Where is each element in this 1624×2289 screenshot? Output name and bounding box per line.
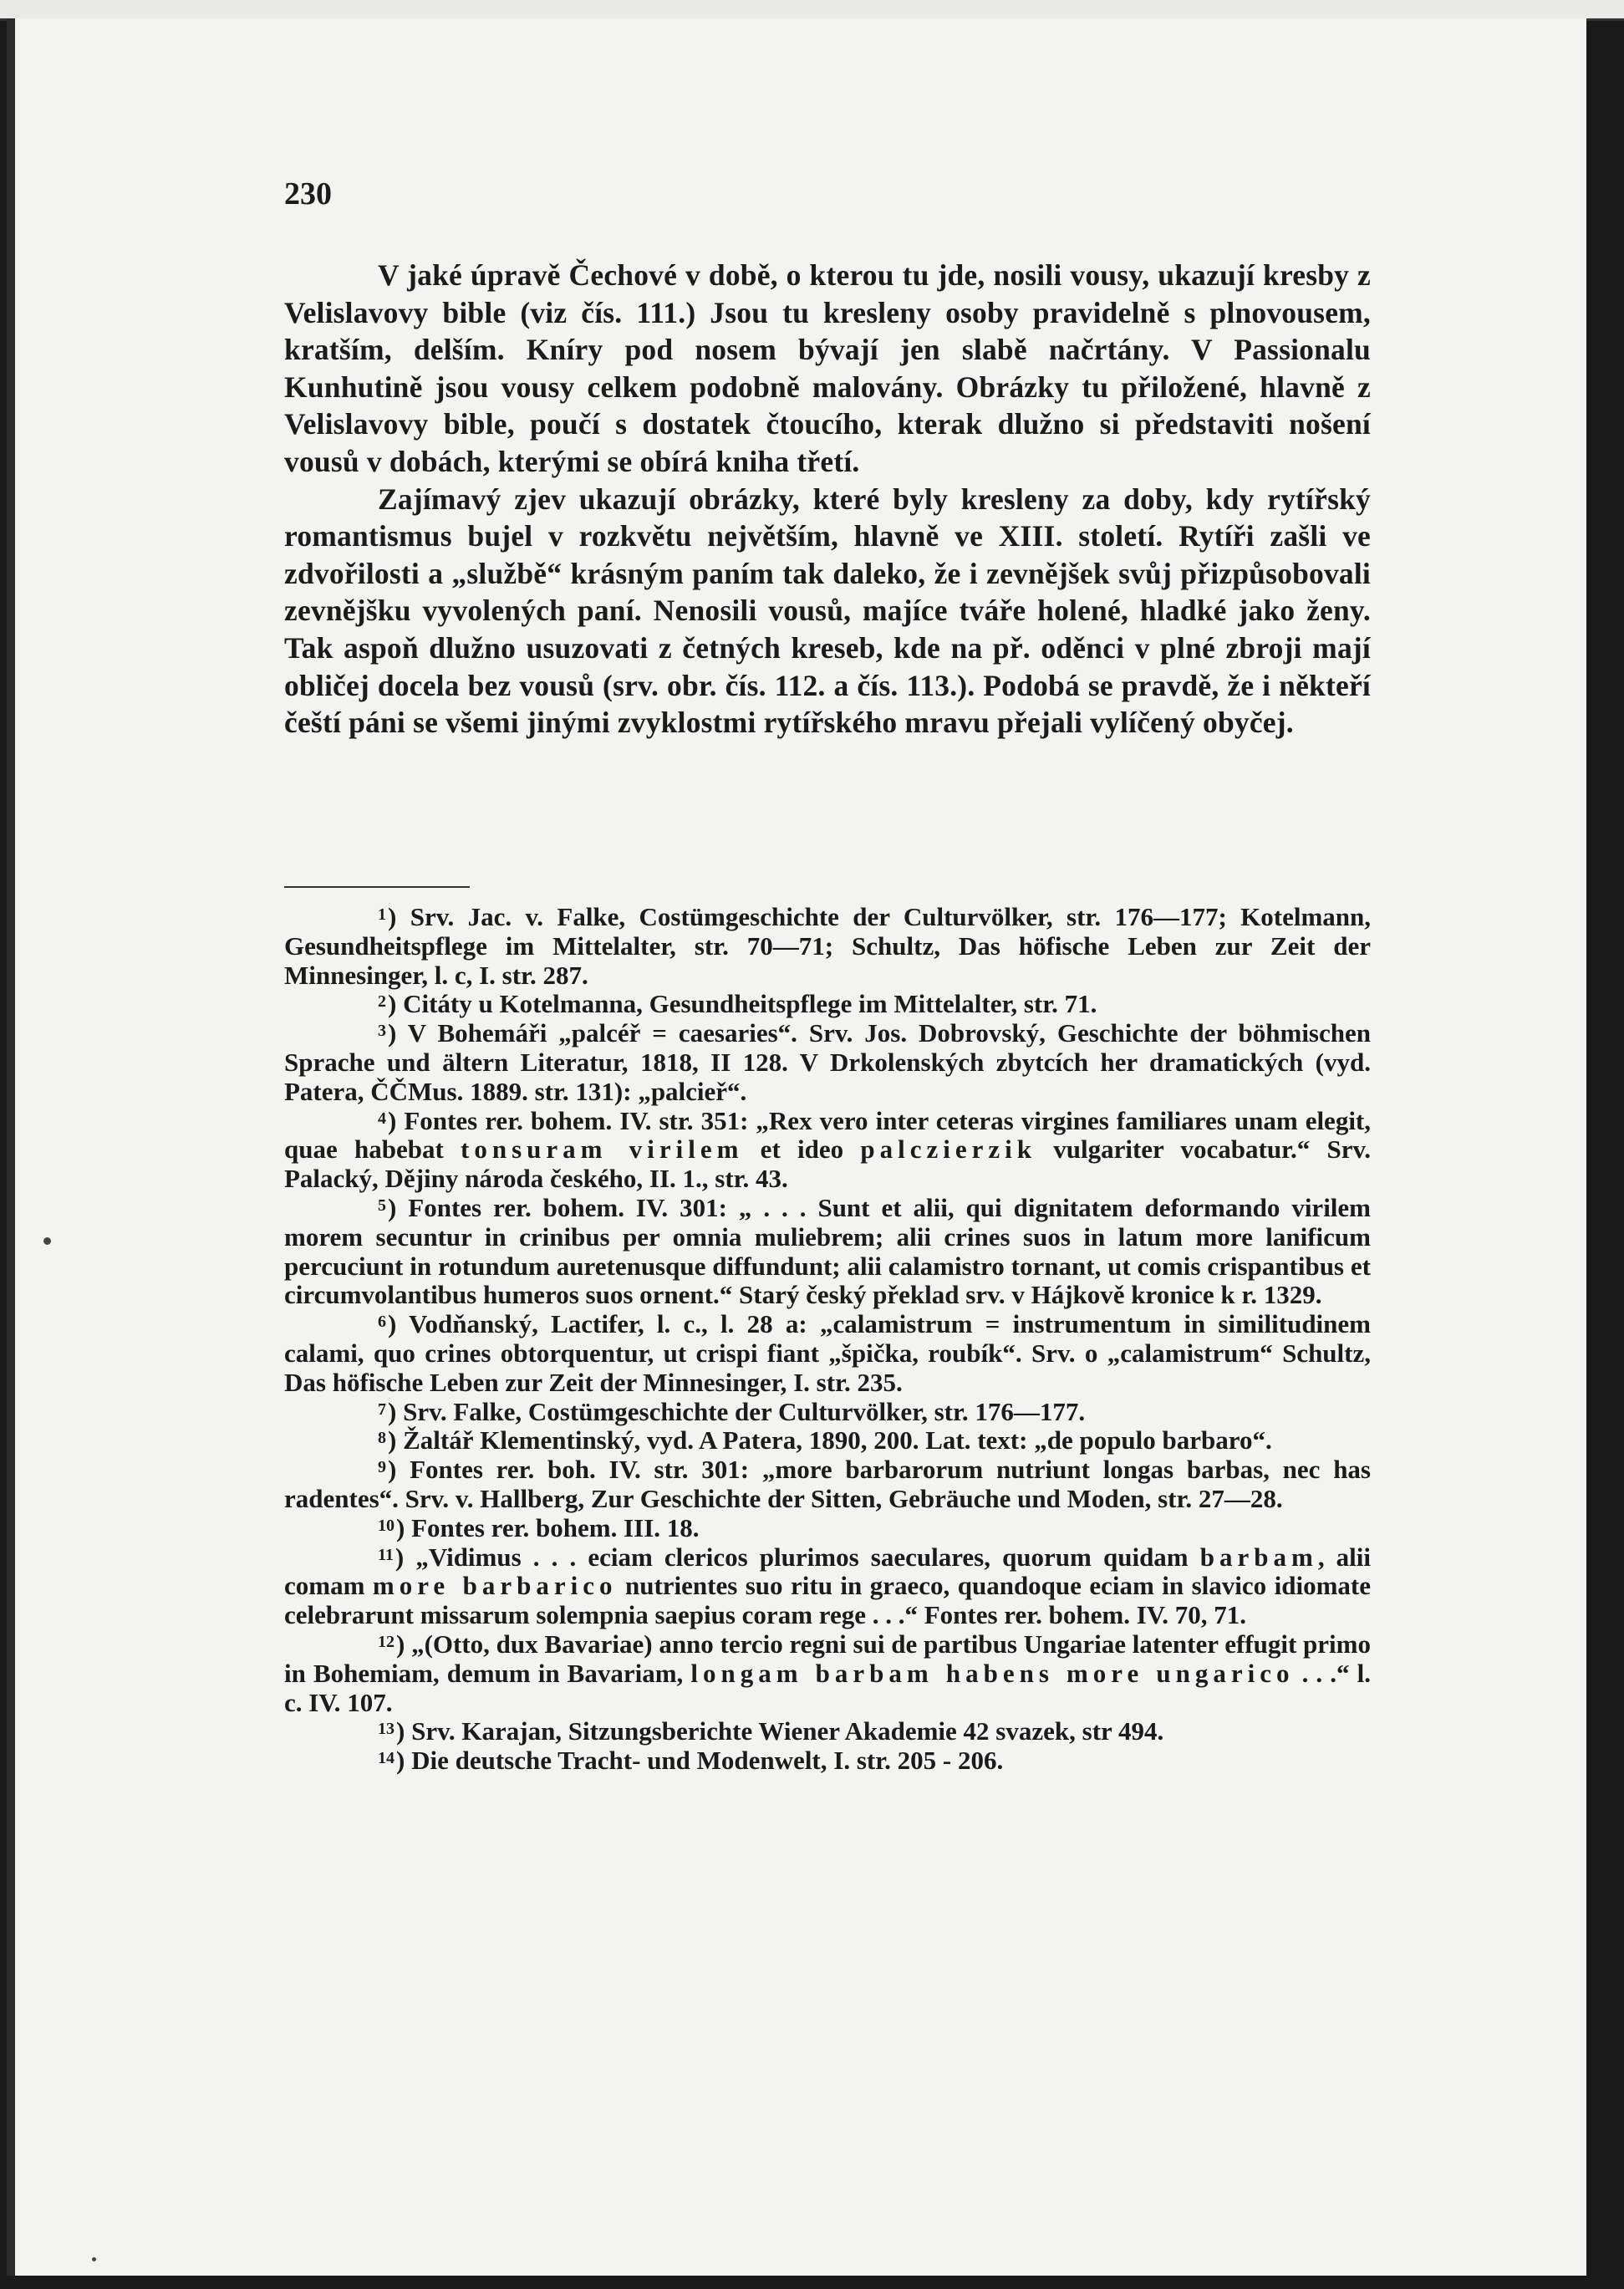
paragraph-1: V jaké úpravě Čechové v době, o kterou tu jde, nosili vousy, ukazují kresby z Velislavovy bible (viz čís. 111.) Jsou tu kresleny osoby pravidelně s plnovousem, kratším, delším. Kníry pod nosem bývají jen slabě načrtány. V Passionalu Kunhutině jsou vousy celkem podobně malovány. Obrázky tu přiložené, hlavně z Velislavovy bible, poučí s dostatek čtoucího, kterak dlužno si představiti nošení vousů v dobách, kterými se obírá kniha třetí.: [284, 258, 1371, 478]
margin-speck: [43, 1237, 51, 1245]
footnote-8: $^8$) Žaltář Klementinský, vyd. A Patera, 1890, 200. Lat. text: „de populo barbaro“.: [378, 1425, 1272, 1455]
footnote-4: $^4$) Fontes rer. bohem. IV. str. 351: „Rex vero inter ceteras virgines familiares unam elegit, quae habebat tonsuram virilem et ideo palczierzik vulgariter vocabatur.“ Srv. Palacký, Dějiny národa českého, II. 1., str. 43.: [284, 1105, 1372, 1194]
footnote-text: nutrientes suo ritu in graeco, quandoque eciam in slavico idiomate celebrarunt missarum solempnia saepius coram rege . . .“ Fontes rer. bohem. IV. 70, 71.: [284, 1571, 1372, 1630]
footnote-12: $^{12}$) „(Otto, dux Bavariae) anno tercio regni sui de partibus Ungariae latenter effugit primo in Bohemiam, demum in Bavariam, longam barbam habens more ungarico . . .“ l. c. IV. 107.: [284, 1629, 1371, 1717]
footnote-7: $^7$) Srv. Falke, Costümgeschichte der Culturvölker, str. 176—177.: [378, 1396, 1086, 1426]
footnote-1: $^1$) Srv. Jac. v. Falke, Costümgeschichte der Culturvölker, str. 176—177; Kotelmann, Gesundheitspflege im Mittelalter, str. 70—71; Schultz, Das höfische Leben zur Zeit der Minnesinger, l. c, I. str. 287.: [284, 902, 1372, 990]
footnote-text: et ideo: [743, 1134, 861, 1165]
footnote-separator: [284, 886, 470, 888]
margin-speck: [92, 2257, 96, 2261]
footnote-text: Žaltář Klementinský, vyd. A Patera, 1890, 200. Lat. text: „de populo barbaro“.: [403, 1425, 1272, 1455]
footnote-mark: 1: [378, 905, 386, 924]
footnote-9: $^9$) Fontes rer. boh. IV. str. 301: „more barbarorum nutriunt longas barbas, nec has radentes“. Srv. v. Hallberg, Zur Geschichte der Sitten, Gebräuche und Moden, str. 27—28.: [284, 1455, 1371, 1513]
footnote-3: $^3$) V Bohemáři „palcéř = caesaries“. Srv. Jos. Dobrovský, Geschichte der böhmischen Sprache und ältern Literatur, 1818, II 128. V Drkolenských zbytcích her dramatických (vyd. Patera, ČČMus. 1889. str. 131): „palcieř“.: [284, 1018, 1371, 1106]
footnote-text: , alii comam: [284, 1542, 1372, 1601]
page-number: 230: [284, 176, 332, 212]
footnote-text: Vodňanský, Lactifer, l. c., l. 28 a: „calamistrum = instrumentum in similitudinem calami, quo crines obtorquentur, ut crispi fiant „špička, roubík“. Srv. o „calamistrum“ Schultz, Das höfische Leben zur Zeit der Minnesinger, I. str. 235.: [284, 1309, 1371, 1397]
footnote-text: Citáty u Kotelmanna, Gesundheitspflege im Mittelalter, str. 71.: [403, 989, 1097, 1019]
footnote-10: $^{10}$) Fontes rer. bohem. III. 18.: [378, 1512, 700, 1542]
footnote-emphasis: barbam: [1199, 1542, 1318, 1572]
footnote-mark: 14: [378, 1749, 395, 1768]
footnote-text: Die deutsche Tracht- und Modenwelt, I. str. 205 - 206.: [411, 1746, 1004, 1776]
footnote-text: . . .“ l. c. IV. 107.: [284, 1658, 1371, 1717]
main-text: [284, 257, 1371, 742]
footnote-mark: 10: [378, 1516, 395, 1535]
footnote-emphasis: tonsuram virilem: [461, 1134, 744, 1165]
footnote-mark: 3: [378, 1022, 386, 1041]
footnote-mark: 12: [378, 1632, 395, 1651]
footnote-mark: 4: [378, 1109, 386, 1128]
footnote-13: $^{13}$) Srv. Karajan, Sitzungsberichte Wiener Akademie 42 svazek, str 494.: [378, 1716, 1164, 1746]
footnote-mark: 8: [378, 1429, 386, 1448]
footnote-mark: 6: [378, 1313, 386, 1332]
footnote-14: $^{14}$) Die deutsche Tracht- und Modenwelt, I. str. 205 - 206.: [378, 1746, 1004, 1776]
footnotes: [284, 903, 1371, 1776]
footnote-text: Srv. Karajan, Sitzungsberichte Wiener Akademie 42 svazek, str 494.: [411, 1716, 1164, 1746]
footnote-5: $^5$) Fontes rer. bohem. IV. 301: „ . . . Sunt et alii, qui dignitatem deformando virilem morem secuntur in crinibus per omnia muliebrem; alii crines suos in latum more lanificum percuciunt in rotundum auretenusque diffundunt; alii calamistro tornant, ut comis crispantibus et circumvolantibus humeros suos ornent.“ Starý český překlad srv. v Hájkově kronice k r. 1329.: [284, 1192, 1372, 1310]
footnote-text: Fontes rer. bohem. IV. 301: „ . . . Sunt et alii, qui dignitatem deformando virilem morem secuntur in crinibus per omnia muliebrem; alii crines suos in latum more lanificum percuciunt in rotundum auretenusque diffundunt; alii calamistro tornant, ut comis crispantibus et circumvolantibus humeros suos ornent.“ Starý český překlad srv. v Hájkově kronice k r. 1329.: [284, 1192, 1372, 1310]
footnote-emphasis: longam barbam habens more ungarico: [690, 1658, 1295, 1688]
paragraph-2: Zajímavý zjev ukazují obrázky, které byly kresleny za doby, kdy rytířský romantismus bujel v rozkvětu největším, hlavně ve XIII. století. Rytíři zašli ve zdvořilosti a „službě“ krásným paním tak daleko, že i zevnějšek svůj přizpůsobovali zevnějšku vyvolených paní. Nenosili vousů, majíce tváře holené, hladké jako ženy. Tak aspoň dlužno usuzovati z četných kreseb, kde na př. oděnci v plné zbroji mají obličej docela bez vousů (srv. obr. čís. 112. a čís. 113.). Podobá se pravdě, že i někteří čeští páni se všemi jinými zvyklostmi rytířského mravu přejali vylíčený obyčej.: [284, 482, 1371, 740]
footnote-emphasis: palczierzik: [860, 1134, 1036, 1165]
footnote-text: Srv. Falke, Costümgeschichte der Culturvölker, str. 176—177.: [403, 1396, 1086, 1426]
footnote-text: Fontes rer. bohem. IV. str. 351: „Rex vero inter ceteras virgines familiares unam elegit, quae habebat: [284, 1105, 1372, 1165]
footnote-text: Fontes rer. bohem. III. 18.: [411, 1512, 700, 1542]
footnote-mark: 11: [378, 1545, 394, 1564]
footnote-text: vulgariter vocabatur.“ Srv. Palacký, Dějiny národa českého, II. 1., str. 43.: [284, 1134, 1372, 1194]
footnote-mark: 5: [378, 1195, 386, 1215]
footnote-2: $^2$) Citáty u Kotelmanna, Gesundheitspflege im Mittelalter, str. 71.: [378, 989, 1097, 1019]
footnote-text: Srv. Jac. v. Falke, Costümgeschichte der Culturvölker, str. 176—177; Kotelmann, Gesundheitspflege im Mittelalter, str. 70—71; Schultz, Das höfische Leben zur Zeit der Minnesinger, l. c, I. str. 287.: [284, 902, 1372, 990]
footnote-text: V Bohemáři „palcéř = caesaries“. Srv. Jos. Dobrovský, Geschichte der böhmischen Sprache und ältern Literatur, 1818, II 128. V Drkolenských zbytcích her dramatických (vyd. Patera, ČČMus. 1889. str. 131): „palcieř“.: [284, 1018, 1371, 1106]
footnote-mark: 7: [378, 1399, 386, 1419]
footnote-text: „Vidimus . . . eciam clericos plurimos saeculares, quorum quidam: [415, 1542, 1200, 1572]
footnote-6: $^6$) Vodňanský, Lactifer, l. c., l. 28 a: „calamistrum = instrumentum in similitudinem calami, quo crines obtorquentur, ut crispi fiant „špička, roubík“. Srv. o „calamistrum“ Schultz, Das höfische Leben zur Zeit der Minnesinger, I. str. 235.: [284, 1309, 1371, 1397]
footnote-text: „(Otto, dux Bavariae) anno tercio regni sui de partibus Ungariae latenter effugit primo in Bohemiam, demum in Bavariam,: [284, 1629, 1371, 1688]
footnote-mark: 13: [378, 1720, 395, 1739]
footnote-mark: 2: [378, 992, 386, 1012]
footnote-text: Fontes rer. boh. IV. str. 301: „more barbarorum nutriunt longas barbas, nec has radentes“. Srv. v. Hallberg, Zur Geschichte der Sitten, Gebräuche und Moden, str. 27—28.: [284, 1455, 1371, 1513]
footnote-11: $^{11}$) „Vidimus . . . eciam clericos plurimos saeculares, quorum quidam barbam, alii comam more barbarico nutrientes suo ritu in graeco, quandoque eciam in slavico idiomate celebrarunt missarum solempnia saepius coram rege . . .“ Fontes rer. bohem. IV. 70, 71.: [284, 1542, 1372, 1630]
footnote-mark: 9: [378, 1458, 386, 1477]
footnote-emphasis: more barbarico: [372, 1571, 618, 1601]
